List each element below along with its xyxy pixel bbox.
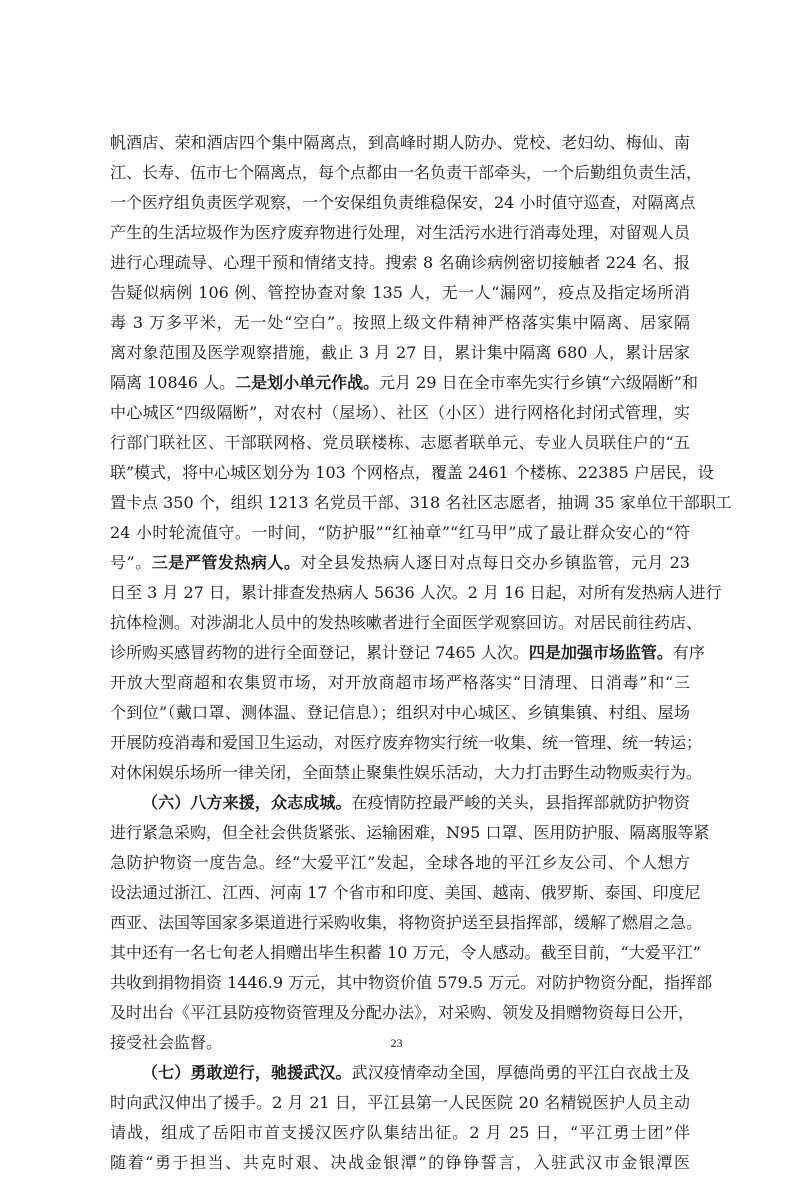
text-segment: 置卡点 350 个，组织 1213 名党员干部、318 名社区志愿者，抽调 35 家单位干部职工 <box>110 493 732 512</box>
text-line <box>110 668 690 698</box>
text-segment: 接受社会监督。 <box>110 1033 223 1052</box>
text-segment: 进行紧急采购，但全社会供货紧张、运输困难，N95 口罩、医用防护服、隔离服等紧 <box>110 823 710 842</box>
text-line <box>110 728 703 758</box>
text-segment: 其中还有一名七旬老人捐赠出毕生积蓄 10 万元，令人感动。截至目前，“大爱平江” <box>110 943 701 962</box>
text-segment: 请战，组成了岳阳市首支援汉医疗队集结出征。2 月 25 日，“平江勇士团”伴 <box>110 1123 690 1142</box>
bold-text-segment: （七）勇敢逆行，驰援武汉。 <box>142 1063 352 1082</box>
text-segment: 行部门联社区、干部联网格、党员联楼栋、志愿者联单元、专业人员联住户的“五 <box>110 433 690 452</box>
text-segment: 开放大型商超和农集贸市场，对开放商超市场严格落实“日清理、日消毒”和“三 <box>110 673 690 692</box>
text-line <box>110 338 690 368</box>
text-segment: 号”。 <box>110 553 152 572</box>
text-segment: 日至 3 月 27 日，累计排查发热病人 5636 人次。2 月 16 日起，对所有发热病人进行 <box>110 583 722 602</box>
text-segment: 共收到捐物捐资 1446.9 万元，其中物资价值 579.5 万元。对防护物资分配，指挥部 <box>110 973 713 992</box>
text-segment: 及时出台《平江县防疫物资管理及分配办法》，对采购、领发及捐赠物资每日公开， <box>110 1003 695 1022</box>
text-segment: 有序 <box>672 643 705 662</box>
text-line <box>110 878 701 908</box>
text-segment: 24 小时轮流值守。一时间，“防护服”“红袖章”“红马甲”成了最让群众安心的“符 <box>110 523 690 542</box>
text-segment: 元月 29 日在全市率先实行乡镇“六级隔断”和 <box>379 373 698 392</box>
text-segment: 联”模式，将中心城区划分为 103 个网格点，覆盖 2461 个楼栋、22385 户居民，设 <box>110 463 714 482</box>
text-line <box>142 788 690 818</box>
text-segment: 西亚、法国等国家多渠道进行采购收集，将物资护送至县指挥部，缓解了燃眉之急。 <box>110 913 703 932</box>
text-line <box>110 368 698 398</box>
text-segment: 对全县发热病人逐日对点每日交办乡镇监管，元月 23 <box>300 553 690 572</box>
text-line <box>110 578 722 608</box>
text-line <box>110 248 690 278</box>
text-segment: 进行心理疏导、心理干预和情绪支持。搜索 8 名确诊病例密切接触者 224 名、报 <box>110 253 690 272</box>
bold-text-segment: 三是严管发热病人。 <box>151 553 301 572</box>
text-line <box>110 698 690 728</box>
text-line <box>110 518 690 548</box>
text-segment: 中心城区“四级隔断”，对农村（屋场）、社区（小区）进行网格化封闭式管理，实 <box>110 403 690 422</box>
text-line <box>110 638 705 668</box>
text-line <box>142 1058 690 1088</box>
text-segment: 诊所购买感冒药物的进行全面登记，累计登记 7465 人次。 <box>110 643 529 662</box>
text-line <box>110 908 703 938</box>
text-segment: 离对象范围及医学观察措施，截止 3 月 27 日，累计集中隔离 680 人，累计居家 <box>110 343 690 362</box>
text-line <box>110 608 703 638</box>
text-line <box>110 1148 690 1178</box>
text-line <box>110 488 732 518</box>
text-segment: 隔离 10846 人。 <box>110 373 236 392</box>
text-line <box>110 128 690 158</box>
text-line <box>110 998 695 1028</box>
text-segment: 帆酒店、荣和酒店四个集中隔离点，到高峰时期人防办、党校、老妇幼、梅仙、南 <box>110 133 690 152</box>
text-segment: 告疑似病例 106 例、管控协查对象 135 人，无一人“漏网”，疫点及指定场所消 <box>110 283 690 302</box>
text-segment: 时向武汉伸出了援手。2 月 21 日，平江县第一人民医院 20 名精锐医护人员主动 <box>110 1093 690 1112</box>
text-line <box>110 818 710 848</box>
text-line <box>110 1088 690 1118</box>
text-segment: 随着“勇于担当、共克时艰、决战金银潭”的铮铮誓言，入驻武汉市金银潭医 <box>110 1153 690 1172</box>
text-line <box>110 218 690 248</box>
text-segment: 急防护物资一度告急。经“大爱平江”发起，全球各地的平江乡友公司、个人想方 <box>110 853 690 872</box>
text-line <box>110 938 701 968</box>
bold-text-segment: 四是加强市场监管。 <box>528 643 673 662</box>
text-line <box>110 278 690 308</box>
text-line <box>110 398 690 428</box>
page-number: 23 <box>390 1036 403 1050</box>
text-segment: 毒 3 万多平米，无一处“空白”。按照上级文件精神严格落实集中隔离、居家隔 <box>110 313 690 332</box>
text-segment: 江、长寿、伍市七个隔离点，每个点都由一名负责干部牵头，一个后勤组负责生活， <box>110 163 703 182</box>
text-segment: 产生的生活垃圾作为医疗废弃物进行处理，对生活污水进行消毒处理，对留观人员 <box>110 223 690 242</box>
text-segment: 设法通过浙江、江西、河南 17 个省市和印度、美国、越南、俄罗斯、泰国、印度尼 <box>110 883 701 902</box>
text-segment: 对休闲娱乐场所一律关闭，全面禁止聚集性娱乐活动，大力打击野生动物贩卖行为。 <box>110 763 703 782</box>
text-segment: 武汉疫情牵动全国，厚德尚勇的平江白衣战士及 <box>351 1063 690 1082</box>
text-line <box>110 1118 690 1148</box>
text-line <box>110 548 690 578</box>
text-segment: 在疫情防控最严峻的关头，县指挥部就防护物资 <box>351 793 690 812</box>
text-line <box>110 308 690 338</box>
text-line <box>110 758 703 788</box>
text-segment: 开展防疫消毒和爱国卫生运动，对医疗废弃物实行统一收集、统一管理、统一转运； <box>110 733 703 752</box>
text-line <box>110 158 703 188</box>
bold-text-segment: （六）八方来援，众志成城。 <box>142 793 352 812</box>
bold-text-segment: 二是划小单元作战。 <box>235 373 380 392</box>
text-line <box>110 968 713 998</box>
text-line <box>110 188 696 218</box>
text-line <box>110 848 690 878</box>
text-segment: 抗体检测。对涉湖北人员中的发热咳嗽者进行全面医学观察回访。对居民前往药店、 <box>110 613 703 632</box>
text-line <box>110 428 690 458</box>
text-line <box>110 458 714 488</box>
text-segment: 一个医疗组负责医学观察，一个安保组负责维稳保安，24 小时值守巡查，对隔离点 <box>110 193 696 212</box>
text-segment: 个到位”（戴口罩、测体温、登记信息）；组织对中心城区、乡镇集镇、村组、屋场 <box>110 703 690 722</box>
